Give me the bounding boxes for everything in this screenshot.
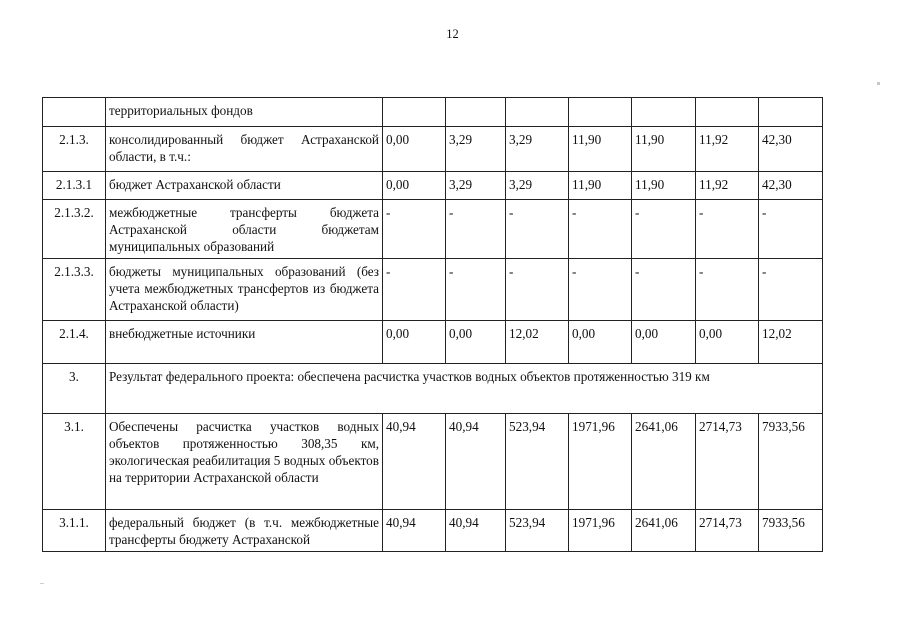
- value-cell: 7933,56: [759, 414, 823, 510]
- value-cell: 12,02: [506, 321, 569, 364]
- value-cell: -: [759, 200, 823, 259]
- value-cell: 11,92: [696, 172, 759, 200]
- table-row: [43, 414, 823, 510]
- row-number-cell: 2.1.3.: [43, 127, 106, 172]
- row-number-cell: 2.1.4.: [43, 321, 106, 364]
- value-cell: 11,90: [569, 127, 632, 172]
- value-cell: 2641,06: [632, 510, 696, 552]
- row-number-cell: 3.1.1.: [43, 510, 106, 552]
- value-cell: -: [446, 200, 506, 259]
- table-row: [43, 259, 823, 321]
- description-cell: бюджеты муниципальных образований (без учета межбюджетных трансфертов из бюджета Астраханской области): [106, 259, 383, 321]
- value-cell: 11,90: [632, 172, 696, 200]
- value-cell: 2641,06: [632, 414, 696, 510]
- value-cell: 3,29: [446, 127, 506, 172]
- value-cell: -: [446, 259, 506, 321]
- value-cell: 3,29: [506, 127, 569, 172]
- value-cell: 0,00: [383, 127, 446, 172]
- value-cell: 2714,73: [696, 510, 759, 552]
- description-cell: консолидированный бюджет Астраханской области, в т.ч.:: [106, 127, 383, 172]
- description-cell: бюджет Астраханской области: [106, 172, 383, 200]
- value-cell: 2714,73: [696, 414, 759, 510]
- value-cell: [759, 98, 823, 127]
- value-cell: -: [696, 259, 759, 321]
- row-number-cell: 3.: [43, 364, 106, 414]
- page-number: 12: [446, 27, 459, 41]
- value-cell: -: [632, 259, 696, 321]
- value-cell: -: [569, 200, 632, 259]
- value-cell: 0,00: [383, 172, 446, 200]
- value-cell: 11,90: [632, 127, 696, 172]
- value-cell: 11,92: [696, 127, 759, 172]
- description-cell: территориальных фондов: [106, 98, 383, 127]
- value-cell: -: [569, 259, 632, 321]
- value-cell: -: [759, 259, 823, 321]
- value-cell: [632, 98, 696, 127]
- description-cell: межбюджетные трансферты бюджета Астраханской области бюджетам муниципальных образований: [106, 200, 383, 259]
- value-cell: [506, 98, 569, 127]
- value-cell: 3,29: [446, 172, 506, 200]
- table-row: [43, 200, 823, 259]
- scan-speck: [40, 583, 44, 584]
- value-cell: 42,30: [759, 127, 823, 172]
- row-number-cell: 2.1.3.1: [43, 172, 106, 200]
- value-cell: 0,00: [383, 321, 446, 364]
- value-cell: 40,94: [446, 510, 506, 552]
- value-cell: -: [632, 200, 696, 259]
- value-cell: -: [506, 200, 569, 259]
- row-number-cell: 2.1.3.2.: [43, 200, 106, 259]
- value-cell: 40,94: [383, 414, 446, 510]
- value-cell: [446, 98, 506, 127]
- description-cell: внебюджетные источники: [106, 321, 383, 364]
- value-cell: 0,00: [696, 321, 759, 364]
- value-cell: -: [696, 200, 759, 259]
- value-cell: [569, 98, 632, 127]
- table-row: [43, 321, 823, 364]
- table-row: [43, 510, 823, 552]
- table-row: [43, 98, 823, 127]
- value-cell: 0,00: [569, 321, 632, 364]
- value-cell: 3,29: [506, 172, 569, 200]
- value-cell: -: [383, 200, 446, 259]
- value-cell: [383, 98, 446, 127]
- description-cell: Обеспечены расчистка участков водных объектов протяженностью 308,35 км, экологическая реабилитация 5 водных объектов на территории Астраханской области: [106, 414, 383, 510]
- budget-table: [42, 97, 823, 552]
- value-cell: 42,30: [759, 172, 823, 200]
- value-cell: 11,90: [569, 172, 632, 200]
- value-cell: 40,94: [446, 414, 506, 510]
- scan-speck: [877, 82, 880, 85]
- value-cell: 0,00: [632, 321, 696, 364]
- value-cell: 523,94: [506, 510, 569, 552]
- value-cell: 1971,96: [569, 510, 632, 552]
- value-cell: [696, 98, 759, 127]
- value-cell: -: [506, 259, 569, 321]
- value-cell: 0,00: [446, 321, 506, 364]
- row-number-cell: 3.1.: [43, 414, 106, 510]
- value-cell: -: [383, 259, 446, 321]
- value-cell: 1971,96: [569, 414, 632, 510]
- row-number-cell: [43, 98, 106, 127]
- table-row: [43, 172, 823, 200]
- value-cell: 7933,56: [759, 510, 823, 552]
- table-row: [43, 364, 823, 414]
- value-cell: 40,94: [383, 510, 446, 552]
- description-cell: федеральный бюджет (в т.ч. межбюджетные трансферты бюджету Астраханской: [106, 510, 383, 552]
- value-cell: 523,94: [506, 414, 569, 510]
- result-description-cell: Результат федерального проекта: обеспечена расчистка участков водных объектов протяженностью 319 км: [106, 364, 823, 414]
- value-cell: 12,02: [759, 321, 823, 364]
- row-number-cell: 2.1.3.3.: [43, 259, 106, 321]
- table-row: [43, 127, 823, 172]
